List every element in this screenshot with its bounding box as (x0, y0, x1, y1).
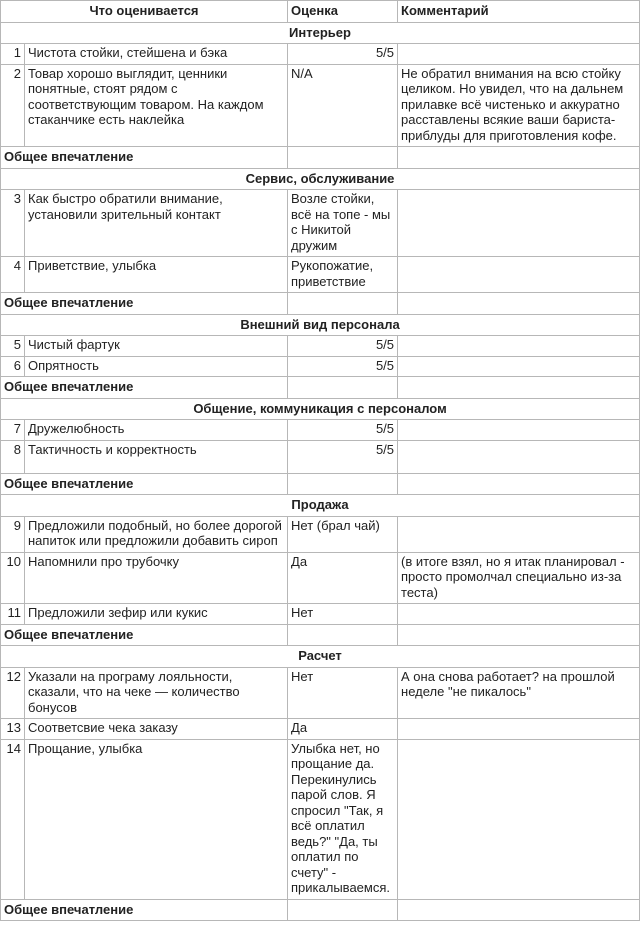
overall-impression-row (1, 473, 640, 495)
table-body (1, 22, 640, 921)
comment-cell (398, 356, 640, 377)
overall-impression-score (288, 473, 398, 495)
table-row (1, 44, 640, 65)
score-cell: Нет (288, 604, 398, 625)
section-header-row (1, 168, 640, 190)
overall-impression-row (1, 624, 640, 646)
section-title: Внешний вид персонала (1, 314, 640, 336)
row-number: 1 (1, 44, 25, 65)
section-header-row (1, 646, 640, 668)
comment-cell (398, 739, 640, 899)
comment-cell (398, 516, 640, 552)
section-header-row (1, 495, 640, 517)
overall-impression-row (1, 293, 640, 315)
criterion-cell: Дружелюбность (25, 420, 288, 441)
criterion-cell: Опрятность (25, 356, 288, 377)
section-title: Сервис, обслуживание (1, 168, 640, 190)
criterion-cell: Как быстро обратили внимание, установили зрительный контакт (25, 190, 288, 257)
section-title: Интерьер (1, 22, 640, 44)
row-number: 12 (1, 667, 25, 719)
criterion-cell: Предложили зефир или кукис (25, 604, 288, 625)
table-row (1, 719, 640, 740)
header-score: Оценка (288, 1, 398, 23)
overall-impression-score (288, 147, 398, 169)
row-number: 14 (1, 739, 25, 899)
comment-cell (398, 44, 640, 65)
row-number: 5 (1, 336, 25, 357)
score-cell: Да (288, 552, 398, 604)
table-row (1, 516, 640, 552)
overall-impression-label: Общее впечатление (1, 624, 288, 646)
table-row (1, 420, 640, 441)
table-row (1, 64, 640, 147)
criterion-cell: Соответсвие чека заказу (25, 719, 288, 740)
table-row (1, 336, 640, 357)
row-number: 11 (1, 604, 25, 625)
overall-impression-score (288, 624, 398, 646)
header-comment: Комментарий (398, 1, 640, 23)
header-criterion: Что оценивается (1, 1, 288, 23)
section-title: Общение, коммуникация с персоналом (1, 398, 640, 420)
overall-impression-label: Общее впечатление (1, 899, 288, 921)
overall-impression-label: Общее впечатление (1, 147, 288, 169)
overall-impression-comment (398, 147, 640, 169)
section-title: Расчет (1, 646, 640, 668)
criterion-cell: Напомнили про трубочку (25, 552, 288, 604)
row-number: 4 (1, 257, 25, 293)
criterion-cell: Чистый фартук (25, 336, 288, 357)
score-cell: Нет (брал чай) (288, 516, 398, 552)
table-row (1, 257, 640, 293)
score-cell: 5/5 (288, 356, 398, 377)
row-number: 2 (1, 64, 25, 147)
score-cell: 5/5 (288, 44, 398, 65)
overall-impression-comment (398, 899, 640, 921)
score-cell: 5/5 (288, 336, 398, 357)
comment-cell (398, 420, 640, 441)
score-cell: Да (288, 719, 398, 740)
comment-cell (398, 604, 640, 625)
criterion-cell: Чистота стойки, стейшена и бэка (25, 44, 288, 65)
row-number: 6 (1, 356, 25, 377)
criterion-cell: Предложили подобный, но более дорогой напиток или предложили добавить сироп (25, 516, 288, 552)
section-header-row (1, 314, 640, 336)
table-row (1, 739, 640, 899)
overall-impression-score (288, 377, 398, 399)
score-cell: Нет (288, 667, 398, 719)
criterion-cell: Приветствие, улыбка (25, 257, 288, 293)
score-cell: 5/5 (288, 420, 398, 441)
row-number: 7 (1, 420, 25, 441)
score-cell: 5/5 (288, 440, 398, 473)
overall-impression-label: Общее впечатление (1, 377, 288, 399)
overall-impression-row (1, 377, 640, 399)
comment-cell: Не обратил внимания на всю стойку целиком. Но увидел, что на дальнем прилавке всё чистенько и аккуратно расставлены всякие ваши бариста-приблуды для приготовления кофе. (398, 64, 640, 147)
row-number: 9 (1, 516, 25, 552)
overall-impression-comment (398, 377, 640, 399)
score-cell: Рукопожатие, приветствие (288, 257, 398, 293)
table-row (1, 190, 640, 257)
section-title: Продажа (1, 495, 640, 517)
score-cell: Возле стойки, всё на топе - мы с Никитой дружим (288, 190, 398, 257)
row-number: 13 (1, 719, 25, 740)
overall-impression-row (1, 147, 640, 169)
section-header-row (1, 22, 640, 44)
section-header-row (1, 398, 640, 420)
comment-cell (398, 336, 640, 357)
row-number: 10 (1, 552, 25, 604)
overall-impression-label: Общее впечатление (1, 473, 288, 495)
criterion-cell: Товар хорошо выглядит, ценники понятные, стоят рядом с соответствующим товаром. На каждом стаканчике есть наклейка (25, 64, 288, 147)
comment-cell (398, 257, 640, 293)
score-cell: Улыбка нет, но прощание да. Перекинулись парой слов. Я спросил "Так, я всё оплатил ведь?" "Да, ты оплатил по счету" - прикалываемся. (288, 739, 398, 899)
overall-impression-comment (398, 624, 640, 646)
score-cell: N/A (288, 64, 398, 147)
row-number: 8 (1, 440, 25, 473)
comment-cell (398, 440, 640, 473)
table-row (1, 667, 640, 719)
overall-impression-score (288, 293, 398, 315)
row-number: 3 (1, 190, 25, 257)
comment-cell (398, 190, 640, 257)
overall-impression-score (288, 899, 398, 921)
criterion-cell: Тактичность и корректность (25, 440, 288, 473)
overall-impression-label: Общее впечатление (1, 293, 288, 315)
overall-impression-row (1, 899, 640, 921)
table-row (1, 604, 640, 625)
table-header-row (1, 1, 640, 23)
comment-cell: (в итоге взял, но я итак планировал - просто промолчал специально из-за теста) (398, 552, 640, 604)
overall-impression-comment (398, 293, 640, 315)
table-row (1, 356, 640, 377)
criterion-cell: Прощание, улыбка (25, 739, 288, 899)
table-row (1, 552, 640, 604)
comment-cell: А она снова работает? на прошлой неделе "не пикалось" (398, 667, 640, 719)
criterion-cell: Указали на програму лояльности, сказали, что на чеке — количество бонусов (25, 667, 288, 719)
overall-impression-comment (398, 473, 640, 495)
comment-cell (398, 719, 640, 740)
table-row (1, 440, 640, 473)
